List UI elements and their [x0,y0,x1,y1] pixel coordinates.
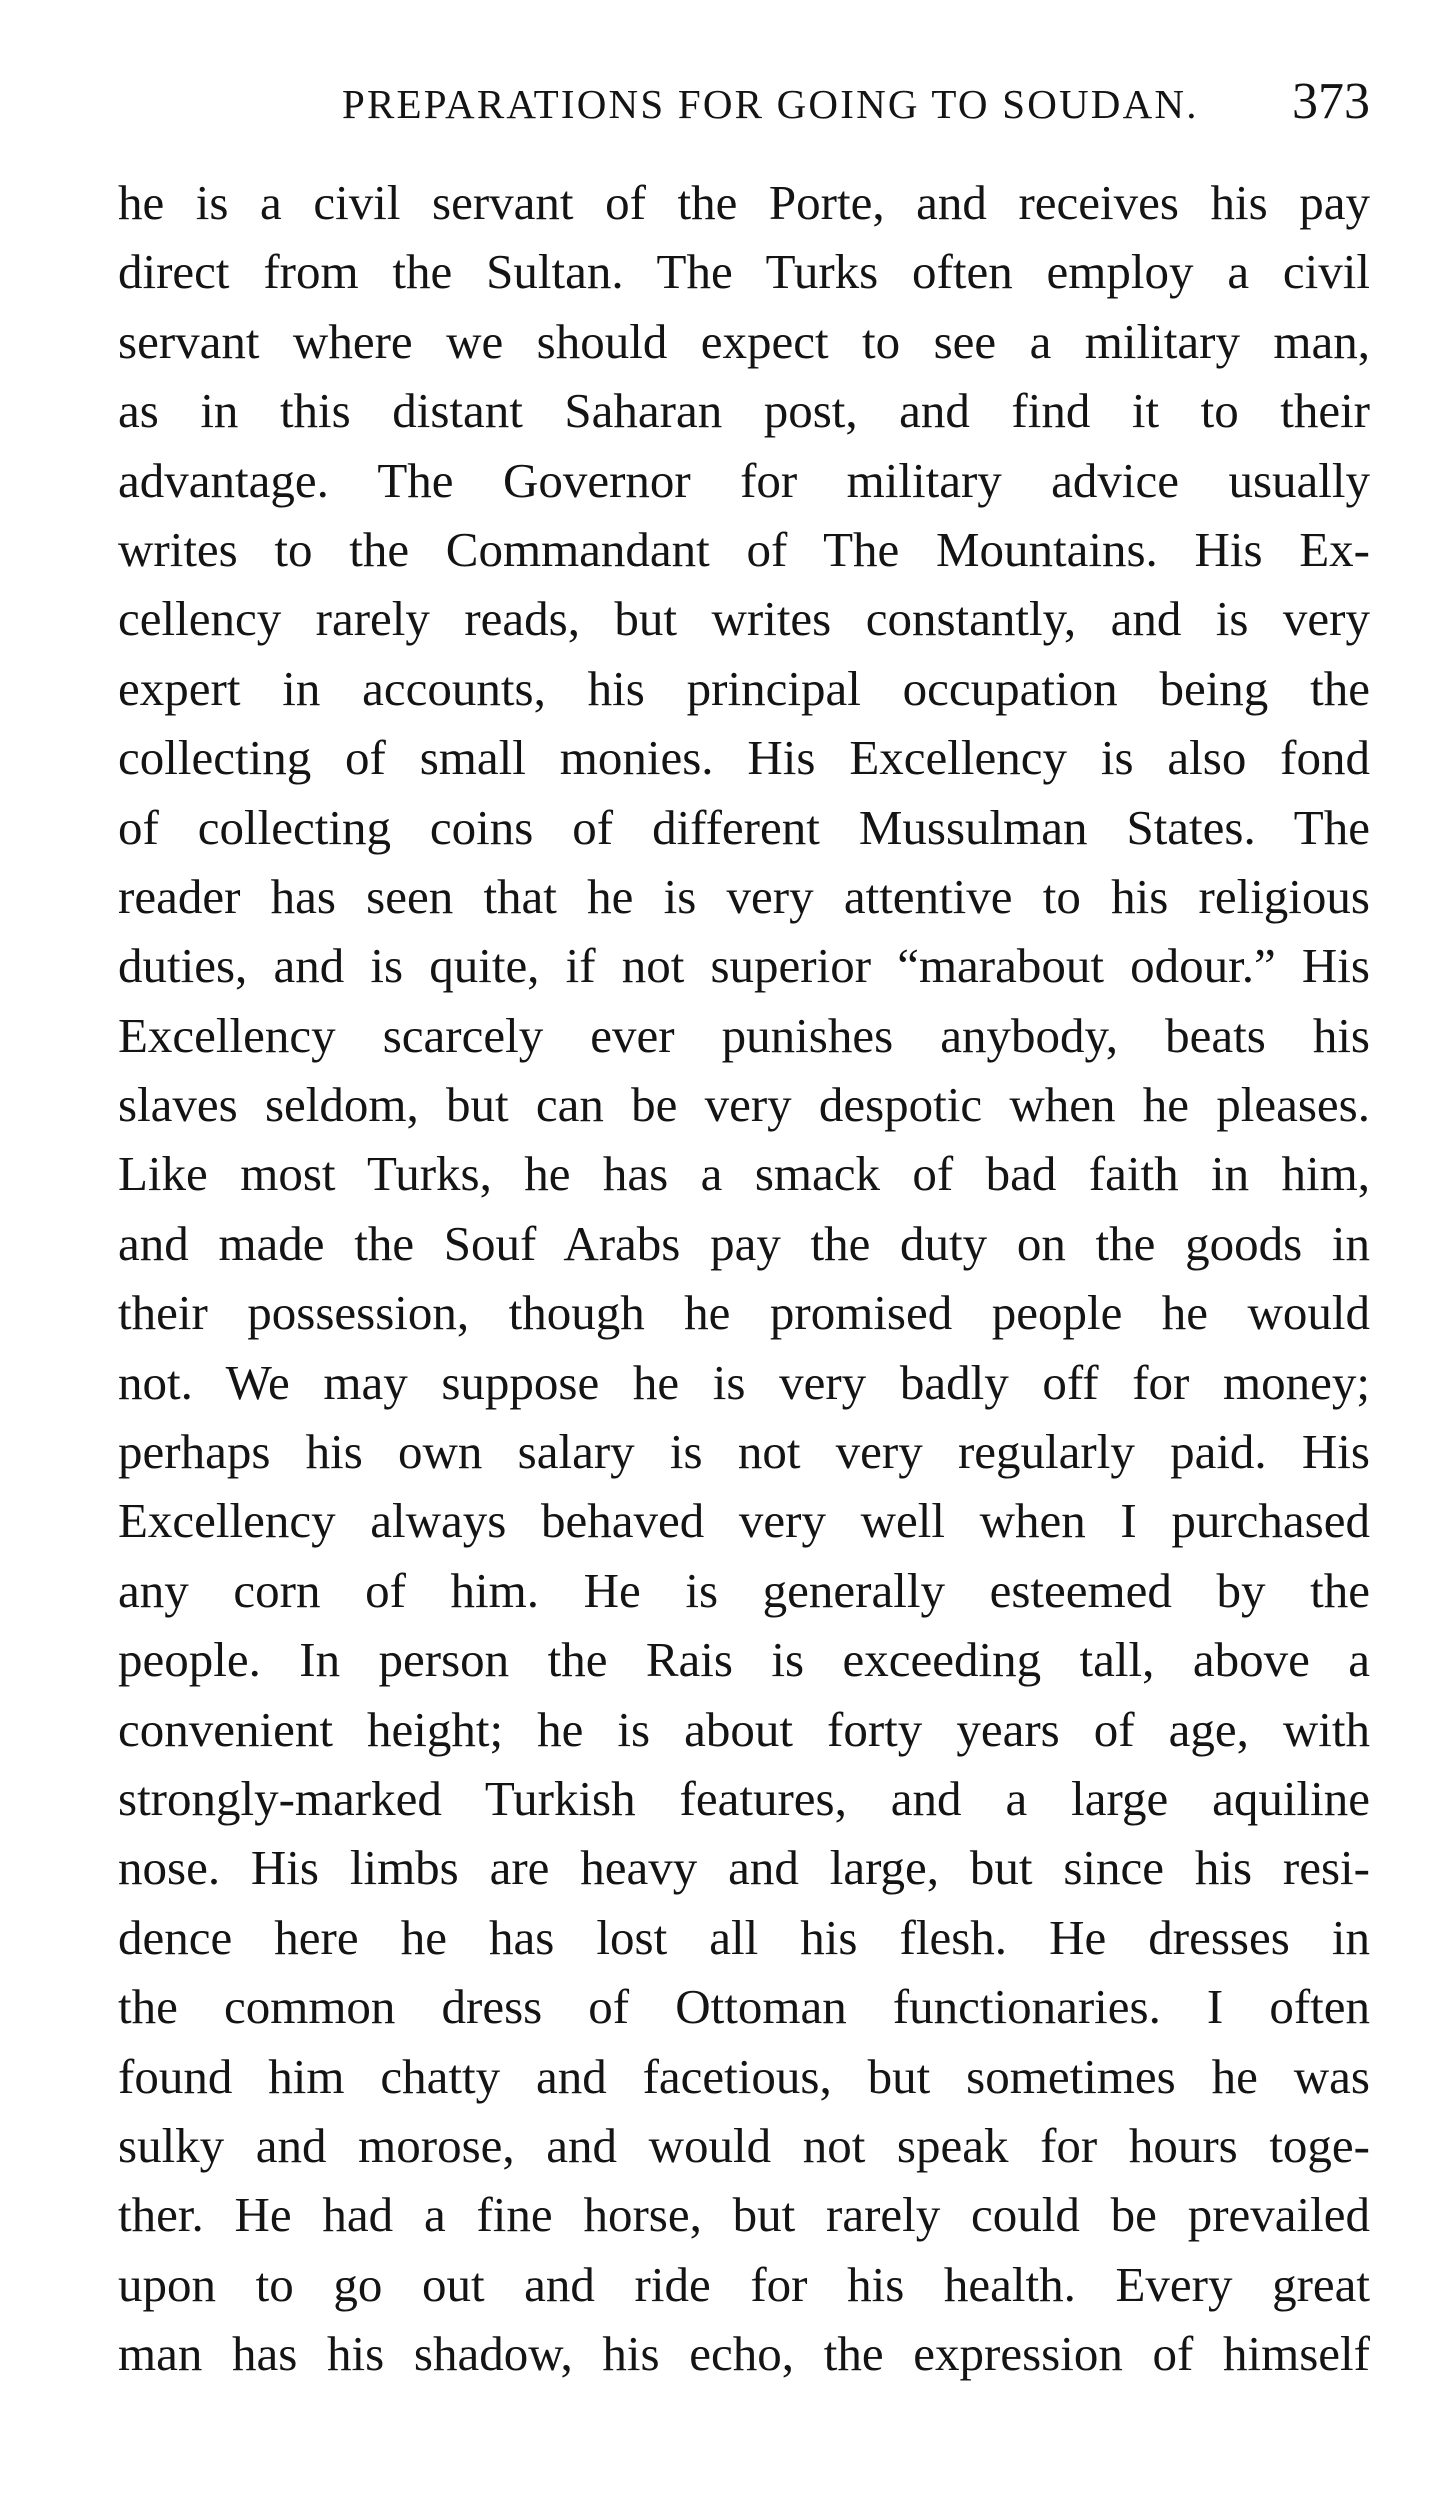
text-line: perhaps his own salary is not very regularly paid. His [118,1424,1370,1480]
body-text [118,168,1370,2389]
text-line: their possession, though he promised people he would [118,1285,1370,1341]
text-line: Like most Turks, he has a smack of bad faith in him, [118,1146,1370,1202]
text-line: the common dress of Ottoman functionaries. I often [118,1979,1370,2035]
text-line: any corn of him. He is generally esteemed by the [118,1562,1370,1618]
running-title: PREPARATIONS FOR GOING TO SOUDAN. [342,81,1199,127]
text-line: nose. His limbs are heavy and large, but since his resi- [118,1840,1370,1896]
text-line: convenient height; he is about forty years of age, with [118,1701,1370,1757]
text-line: expert in accounts, his principal occupation being the [118,660,1370,716]
text-line: man has his shadow, his echo, the expression of himself [118,2326,1370,2382]
text-line: collecting of small monies. His Excellency is also fond [118,730,1370,786]
text-line: and made the Souf Arabs pay the duty on the goods in [118,1215,1370,1271]
text-line: Excellency always behaved very well when I purchased [118,1493,1370,1549]
running-header [120,72,1380,162]
text-line: as in this distant Saharan post, and find it to their [118,383,1370,439]
text-line: people. In person the Rais is exceeding tall, above a [118,1632,1370,1688]
text-line: direct from the Sultan. The Turks often employ a civil [118,244,1370,300]
text-line: ther. He had a fine horse, but rarely could be prevailed [118,2187,1370,2243]
text-line: he is a civil servant of the Porte, and receives his pay [118,175,1370,230]
text-line: dence here he has lost all his flesh. He dresses in [118,1909,1370,1965]
text-line: of collecting coins of different Mussulman States. The [118,799,1370,855]
page-number: 373 [1292,73,1370,130]
text-line: advantage. The Governor for military advice usually [118,452,1370,508]
text-line: cellency rarely reads, but writes constantly, and is very [118,591,1370,647]
text-line: slaves seldom, but can be very despotic when he pleases. [118,1077,1370,1133]
text-line: servant where we should expect to see a military man, [118,313,1370,369]
text-line: duties, and is quite, if not superior “marabout odour.” His [118,938,1370,994]
text-line: upon to go out and ride for his health. Every great [118,2256,1370,2312]
text-line: writes to the Commandant of The Mountains. His Ex- [118,521,1370,577]
text-line: not. We may suppose he is very badly off for money; [118,1354,1370,1410]
text-line: reader has seen that he is very attentive to his religious [118,868,1370,924]
text-line: sulky and morose, and would not speak for hours toge- [118,2117,1370,2173]
text-line: strongly-marked Turkish features, and a large aquiline [118,1770,1370,1826]
text-line: Excellency scarcely ever punishes anybody, beats his [118,1007,1370,1063]
text-line: found him chatty and facetious, but sometimes he was [118,2048,1370,2104]
